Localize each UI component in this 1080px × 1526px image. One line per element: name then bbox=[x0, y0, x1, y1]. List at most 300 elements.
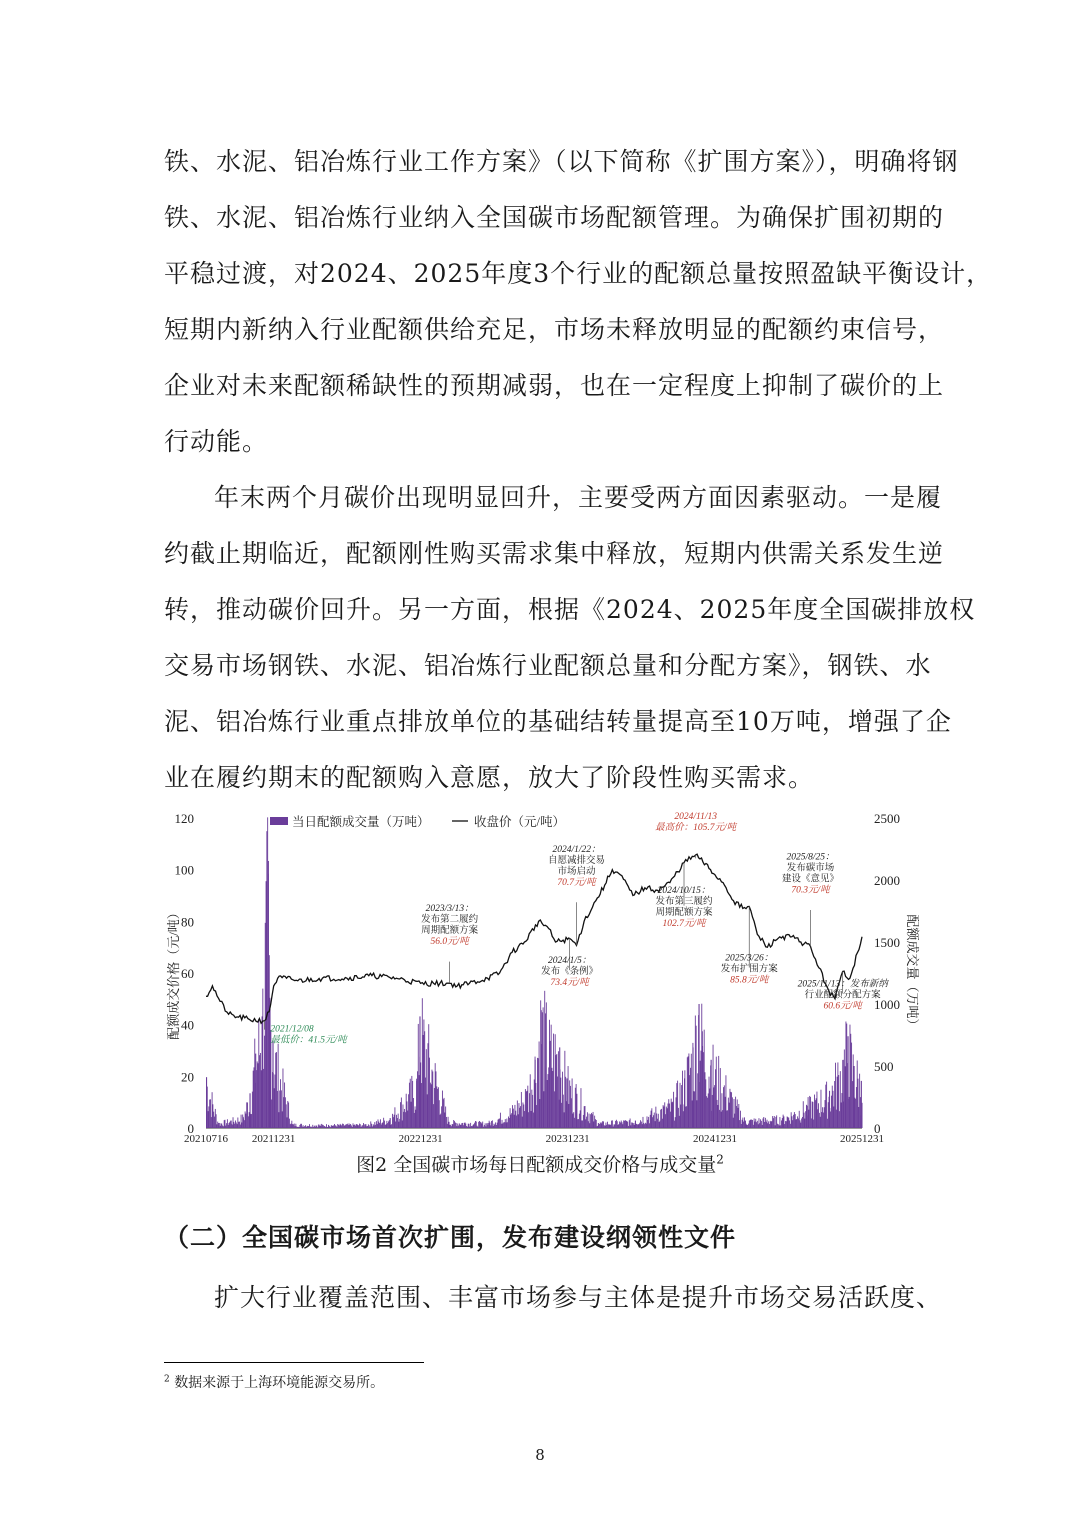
volume-bar bbox=[365, 1124, 366, 1128]
volume-bar bbox=[585, 1119, 586, 1128]
volume-bar bbox=[704, 1030, 705, 1128]
volume-bar bbox=[827, 1119, 828, 1128]
volume-bar bbox=[738, 1104, 739, 1128]
volume-bar bbox=[342, 1124, 343, 1128]
volume-bar bbox=[560, 1078, 561, 1128]
volume-bar bbox=[469, 1124, 470, 1128]
volume-bar bbox=[688, 1056, 689, 1128]
annotation-text: 102.7元/吨 bbox=[662, 919, 706, 930]
volume-bar bbox=[432, 1070, 433, 1128]
volume-bar bbox=[471, 1126, 472, 1128]
volume-bar bbox=[531, 1090, 532, 1128]
volume-bar bbox=[423, 1035, 424, 1128]
volume-bar bbox=[285, 1097, 286, 1128]
volume-bar bbox=[398, 1122, 399, 1128]
volume-bar bbox=[216, 1114, 217, 1128]
volume-bar bbox=[672, 1103, 673, 1128]
volume-bar bbox=[385, 1125, 386, 1128]
volume-bar bbox=[352, 1127, 353, 1128]
volume-bar bbox=[832, 1086, 833, 1128]
volume-bar bbox=[751, 1120, 752, 1128]
volume-bar bbox=[851, 1043, 852, 1128]
volume-bar bbox=[218, 1123, 219, 1128]
y-left-tick-label: 60 bbox=[181, 966, 194, 981]
volume-bar bbox=[286, 1104, 287, 1128]
annotation-text: 85.8元/吨 bbox=[730, 975, 769, 986]
volume-bar bbox=[692, 1047, 693, 1128]
annotation-text: 2024/11/13 bbox=[674, 811, 717, 822]
volume-bar bbox=[720, 1068, 721, 1128]
y-right-tick-label: 1000 bbox=[874, 997, 900, 1012]
volume-bar bbox=[733, 1118, 734, 1128]
volume-bar bbox=[225, 1120, 226, 1128]
volume-bar bbox=[299, 1127, 300, 1128]
volume-bar bbox=[846, 1024, 847, 1128]
volume-bar bbox=[773, 1118, 774, 1128]
volume-bar bbox=[324, 1126, 325, 1128]
volume-bar bbox=[552, 1071, 553, 1128]
volume-bar bbox=[735, 1097, 736, 1128]
volume-bar bbox=[571, 1098, 572, 1128]
volume-bar bbox=[345, 1125, 346, 1128]
annotation-text: 2021/12/08 bbox=[270, 1024, 314, 1035]
volume-bar bbox=[814, 1095, 815, 1128]
volume-bar bbox=[447, 1124, 448, 1128]
volume-bar bbox=[668, 1099, 669, 1128]
volume-bar bbox=[838, 1075, 839, 1128]
volume-bar bbox=[411, 1076, 412, 1128]
volume-bar bbox=[804, 1119, 805, 1128]
volume-bar bbox=[338, 1125, 339, 1128]
volume-bar bbox=[262, 1016, 263, 1128]
caption-footnote-mark: 2 bbox=[716, 1152, 724, 1167]
volume-bar bbox=[713, 1045, 714, 1128]
volume-bar bbox=[605, 1123, 606, 1128]
volume-bar bbox=[514, 1105, 515, 1128]
volume-bar bbox=[855, 1099, 856, 1128]
volume-bar bbox=[746, 1125, 747, 1128]
volume-bar bbox=[474, 1123, 475, 1128]
volume-bar bbox=[861, 1081, 862, 1128]
annotation-text: 最高价：105.7元/吨 bbox=[655, 822, 737, 833]
volume-bar bbox=[361, 1126, 362, 1128]
volume-bar bbox=[381, 1125, 382, 1128]
volume-bar bbox=[453, 1120, 454, 1128]
volume-bar bbox=[444, 1112, 445, 1128]
volume-bar bbox=[507, 1122, 508, 1128]
volume-bar bbox=[671, 1099, 672, 1128]
volume-bar bbox=[545, 1013, 546, 1128]
volume-bar bbox=[211, 1117, 212, 1128]
volume-bar bbox=[824, 1107, 825, 1128]
volume-bar bbox=[341, 1125, 342, 1128]
volume-bar bbox=[760, 1119, 761, 1128]
volume-bar bbox=[659, 1121, 660, 1128]
volume-bar bbox=[324, 1126, 325, 1128]
volume-bar bbox=[815, 1100, 816, 1128]
volume-bar bbox=[543, 1007, 544, 1128]
legend-bar-swatch bbox=[270, 817, 288, 825]
y-right-tick-label: 1500 bbox=[874, 935, 900, 950]
volume-bar bbox=[755, 1119, 756, 1128]
volume-bar bbox=[523, 1103, 524, 1129]
volume-bar bbox=[538, 1058, 539, 1128]
volume-bar bbox=[819, 1113, 820, 1128]
volume-bar bbox=[562, 1072, 563, 1128]
volume-bar bbox=[709, 1077, 710, 1128]
volume-bar bbox=[858, 1107, 859, 1128]
volume-bar bbox=[476, 1122, 477, 1128]
volume-bar bbox=[325, 1127, 326, 1128]
volume-bar bbox=[743, 1122, 744, 1128]
y-left-axis-label: 配额成交价格（元/吨） bbox=[166, 906, 181, 1040]
volume-bar bbox=[235, 1121, 236, 1129]
volume-bar bbox=[452, 1124, 453, 1128]
volume-bar bbox=[351, 1125, 352, 1128]
volume-bar bbox=[705, 1072, 706, 1128]
volume-bar bbox=[215, 1109, 216, 1128]
volume-bar bbox=[421, 1083, 422, 1128]
volume-bar bbox=[222, 1125, 223, 1128]
text-line: 约截止期临近，配额刚性购买需求集中释放，短期内供需关系发生逆 bbox=[164, 539, 945, 568]
volume-bar bbox=[766, 1122, 767, 1128]
volume-bar bbox=[233, 1117, 234, 1128]
volume-bar bbox=[661, 1109, 662, 1128]
volume-bar bbox=[312, 1125, 313, 1128]
volume-bar bbox=[278, 1044, 279, 1128]
volume-bar bbox=[305, 1125, 306, 1128]
volume-bar bbox=[322, 1125, 323, 1128]
annotation bbox=[782, 853, 839, 947]
volume-bar bbox=[347, 1124, 348, 1128]
volume-bar bbox=[440, 1114, 441, 1128]
volume-bar bbox=[229, 1122, 230, 1128]
volume-bar bbox=[266, 881, 267, 1128]
volume-bar bbox=[722, 1110, 723, 1128]
y-right-tick-label: 500 bbox=[874, 1059, 894, 1074]
volume-bar bbox=[320, 1126, 321, 1128]
volume-bar bbox=[510, 1115, 511, 1128]
volume-bar bbox=[330, 1127, 331, 1128]
volume-bar bbox=[556, 1054, 557, 1128]
volume-bar bbox=[304, 1126, 305, 1128]
volume-bar bbox=[344, 1126, 345, 1128]
volume-bar bbox=[678, 1108, 679, 1128]
price-series-line bbox=[206, 854, 862, 1023]
volume-bar bbox=[654, 1113, 655, 1128]
volume-bar bbox=[658, 1114, 659, 1128]
paragraph-2 bbox=[164, 470, 976, 806]
volume-bar bbox=[611, 1121, 612, 1128]
volume-bar bbox=[291, 1121, 292, 1128]
volume-bar bbox=[331, 1125, 332, 1128]
volume-bar bbox=[481, 1122, 482, 1128]
volume-bar bbox=[607, 1122, 608, 1128]
volume-bar bbox=[680, 1105, 681, 1128]
volume-bar bbox=[742, 1118, 743, 1128]
footnote-divider bbox=[164, 1362, 424, 1363]
volume-bar bbox=[551, 1025, 552, 1128]
volume-bar bbox=[311, 1127, 312, 1128]
volume-bar bbox=[356, 1124, 357, 1128]
y-left-tick-label: 40 bbox=[181, 1017, 194, 1033]
volume-bar bbox=[737, 1099, 738, 1128]
volume-bar bbox=[255, 1054, 256, 1128]
volume-bar bbox=[754, 1121, 755, 1128]
volume-bar bbox=[303, 1127, 304, 1128]
volume-bar bbox=[569, 1080, 570, 1128]
volume-bar bbox=[402, 1120, 403, 1128]
volume-bar bbox=[508, 1116, 509, 1128]
volume-bar bbox=[241, 1122, 242, 1128]
volume-bar bbox=[793, 1115, 794, 1128]
volume-bar bbox=[371, 1124, 372, 1128]
volume-bar bbox=[828, 1102, 829, 1128]
volume-bar bbox=[618, 1125, 619, 1128]
volume-bar bbox=[260, 1053, 261, 1128]
volume-bar bbox=[667, 1108, 668, 1128]
text-line: 交易市场钢铁、水泥、铝冶炼行业配额总量和分配方案》，钢铁、水 bbox=[164, 651, 932, 680]
volume-bar bbox=[604, 1125, 605, 1128]
volume-bar bbox=[756, 1122, 757, 1128]
volume-bar bbox=[785, 1121, 786, 1128]
volume-bar bbox=[844, 1049, 845, 1128]
volume-bar bbox=[252, 1092, 253, 1128]
volume-bar bbox=[337, 1124, 338, 1128]
volume-bar bbox=[423, 1019, 424, 1128]
volume-bar bbox=[278, 1112, 279, 1128]
volume-bar bbox=[762, 1125, 763, 1128]
volume-bar bbox=[434, 1088, 435, 1128]
volume-bar bbox=[546, 1002, 547, 1128]
volume-bar bbox=[359, 1124, 360, 1128]
volume-bar bbox=[692, 1100, 693, 1128]
volume-bar bbox=[711, 1060, 712, 1128]
volume-bar bbox=[775, 1117, 776, 1128]
volume-bar bbox=[696, 1100, 697, 1128]
volume-bar bbox=[414, 1113, 415, 1128]
volume-bar bbox=[280, 1079, 281, 1128]
volume-bar bbox=[465, 1122, 466, 1128]
volume-bar bbox=[419, 1016, 420, 1128]
annotation-text: 发布第二履约 bbox=[421, 915, 479, 926]
volume-bar bbox=[777, 1124, 778, 1128]
volume-bar bbox=[718, 1056, 719, 1128]
volume-bar bbox=[772, 1116, 773, 1128]
section-heading: （二）全国碳市场首次扩围，发布建设纲领性文件 bbox=[164, 1223, 737, 1252]
volume-bar bbox=[568, 1066, 569, 1128]
volume-bar bbox=[802, 1117, 803, 1128]
volume-bar bbox=[386, 1124, 387, 1128]
volume-bar bbox=[808, 1110, 809, 1128]
volume-bar bbox=[673, 1092, 674, 1128]
volume-bar bbox=[845, 1066, 846, 1128]
volume-bar bbox=[629, 1120, 630, 1128]
volume-bar bbox=[244, 1120, 245, 1128]
y-right-axis-label: 配额成交量（万吨） bbox=[905, 914, 920, 1032]
volume-bar bbox=[624, 1121, 625, 1128]
volume-bar bbox=[394, 1107, 395, 1128]
volume-bar bbox=[522, 1117, 523, 1128]
volume-bar bbox=[583, 1115, 584, 1128]
volume-bar bbox=[451, 1126, 452, 1128]
volume-bar bbox=[418, 1024, 419, 1128]
volume-bar bbox=[646, 1124, 647, 1128]
volume-bar bbox=[609, 1124, 610, 1128]
volume-bar bbox=[779, 1125, 780, 1128]
volume-bar bbox=[754, 1118, 755, 1128]
volume-bar bbox=[719, 1110, 720, 1128]
volume-bar bbox=[625, 1120, 626, 1128]
volume-bar bbox=[734, 1114, 735, 1128]
volume-bar bbox=[759, 1123, 760, 1128]
volume-bar bbox=[266, 831, 267, 1128]
volume-bar bbox=[473, 1125, 474, 1128]
volume-bar bbox=[700, 1061, 701, 1128]
volume-bar bbox=[662, 1119, 663, 1128]
volume-bar bbox=[316, 1125, 317, 1128]
volume-bar bbox=[537, 1058, 538, 1128]
volume-bar bbox=[595, 1119, 596, 1128]
volume-bar bbox=[575, 1088, 576, 1128]
volume-bar bbox=[366, 1126, 367, 1128]
volume-bar bbox=[593, 1121, 594, 1128]
volume-bar bbox=[812, 1101, 813, 1128]
volume-bar bbox=[850, 1025, 851, 1128]
volume-bar bbox=[348, 1125, 349, 1128]
volume-bar bbox=[464, 1123, 465, 1128]
volume-bar bbox=[750, 1119, 751, 1128]
volume-bar bbox=[822, 1107, 823, 1128]
volume-bar bbox=[306, 1127, 307, 1128]
volume-bar bbox=[506, 1122, 507, 1128]
volume-bar bbox=[557, 1076, 558, 1128]
volume-bar bbox=[763, 1117, 764, 1128]
volume-bar bbox=[680, 1083, 681, 1128]
volume-bar bbox=[509, 1118, 510, 1128]
volume-bar bbox=[736, 1106, 737, 1128]
volume-bar bbox=[516, 1115, 517, 1128]
volume-bar bbox=[556, 1055, 557, 1128]
volume-bar bbox=[353, 1125, 354, 1128]
volume-bar bbox=[610, 1125, 611, 1128]
volume-bar bbox=[287, 1101, 288, 1128]
volume-bar bbox=[229, 1123, 230, 1128]
volume-bar bbox=[713, 1087, 714, 1128]
volume-bar bbox=[579, 1114, 580, 1128]
volume-bar bbox=[424, 1031, 425, 1128]
volume-bar bbox=[239, 1122, 240, 1128]
volume-bar bbox=[493, 1126, 494, 1128]
y-left-tick-label: 80 bbox=[181, 914, 194, 930]
volume-bar bbox=[308, 1126, 309, 1128]
volume-bar bbox=[816, 1092, 817, 1128]
volume-bar bbox=[257, 1061, 258, 1128]
volume-bar bbox=[345, 1125, 346, 1128]
volume-bar bbox=[533, 1113, 534, 1129]
volume-bar bbox=[505, 1119, 506, 1128]
volume-bar bbox=[634, 1125, 635, 1128]
volume-bar bbox=[833, 1091, 834, 1128]
volume-bar bbox=[580, 1110, 581, 1128]
volume-bar bbox=[241, 1115, 242, 1128]
volume-bar bbox=[742, 1120, 743, 1128]
volume-bar bbox=[288, 1102, 289, 1128]
volume-bar bbox=[343, 1124, 344, 1128]
volume-bar bbox=[363, 1123, 364, 1128]
volume-bar bbox=[524, 1111, 525, 1128]
volume-bar bbox=[587, 1112, 588, 1128]
volume-bar bbox=[552, 1068, 553, 1128]
volume-bar bbox=[519, 1103, 520, 1128]
volume-bar bbox=[490, 1125, 491, 1128]
volume-bar bbox=[419, 1075, 420, 1128]
text-line: 行动能。 bbox=[164, 427, 269, 456]
volume-bar bbox=[829, 1091, 830, 1128]
volume-bar bbox=[393, 1117, 394, 1128]
volume-bar bbox=[787, 1116, 788, 1128]
volume-bar bbox=[425, 1078, 426, 1128]
volume-bar bbox=[272, 1041, 273, 1128]
volume-bar bbox=[440, 1115, 441, 1128]
volume-bar bbox=[547, 1074, 548, 1128]
volume-bar bbox=[408, 1094, 409, 1128]
volume-bar bbox=[528, 1112, 529, 1128]
volume-bar bbox=[840, 1071, 841, 1128]
y-left-tick-label: 0 bbox=[187, 1121, 194, 1136]
volume-bar bbox=[617, 1121, 618, 1128]
volume-bar bbox=[332, 1126, 333, 1128]
volume-bar bbox=[448, 1122, 449, 1128]
volume-bar bbox=[213, 1112, 214, 1128]
volume-bar bbox=[499, 1118, 500, 1128]
volume-bar bbox=[576, 1094, 577, 1128]
volume-bar bbox=[858, 1079, 859, 1128]
volume-bar bbox=[268, 874, 269, 1128]
volume-bar bbox=[565, 1077, 566, 1128]
volume-bar bbox=[327, 1127, 328, 1128]
volume-bar bbox=[589, 1114, 590, 1128]
volume-bar bbox=[708, 1093, 709, 1128]
volume-bar bbox=[531, 1111, 532, 1128]
volume-bar bbox=[446, 1117, 447, 1128]
volume-bar bbox=[466, 1126, 467, 1128]
volume-bar bbox=[400, 1102, 401, 1128]
volume-bar bbox=[859, 1074, 860, 1128]
volume-bar bbox=[616, 1120, 617, 1128]
annotation bbox=[264, 1021, 348, 1046]
volume-bar bbox=[415, 1110, 416, 1128]
volume-bar bbox=[478, 1122, 479, 1128]
volume-bar bbox=[664, 1102, 665, 1128]
annotation bbox=[548, 845, 605, 946]
x-tick-label: 20210716 bbox=[184, 1133, 228, 1145]
volume-bar bbox=[526, 1091, 527, 1128]
volume-bar bbox=[224, 1120, 225, 1128]
volume-bar bbox=[398, 1114, 399, 1128]
volume-bar bbox=[468, 1124, 469, 1128]
volume-bar bbox=[590, 1114, 591, 1128]
volume-bar bbox=[749, 1121, 750, 1128]
volume-bar bbox=[529, 1093, 530, 1128]
volume-bar bbox=[392, 1114, 393, 1128]
volume-bar bbox=[813, 1120, 814, 1128]
volume-bar bbox=[208, 1111, 209, 1128]
volume-bar bbox=[477, 1126, 478, 1128]
volume-bar bbox=[686, 1106, 687, 1128]
volume-bar bbox=[645, 1123, 646, 1128]
volume-bar bbox=[685, 1107, 686, 1128]
